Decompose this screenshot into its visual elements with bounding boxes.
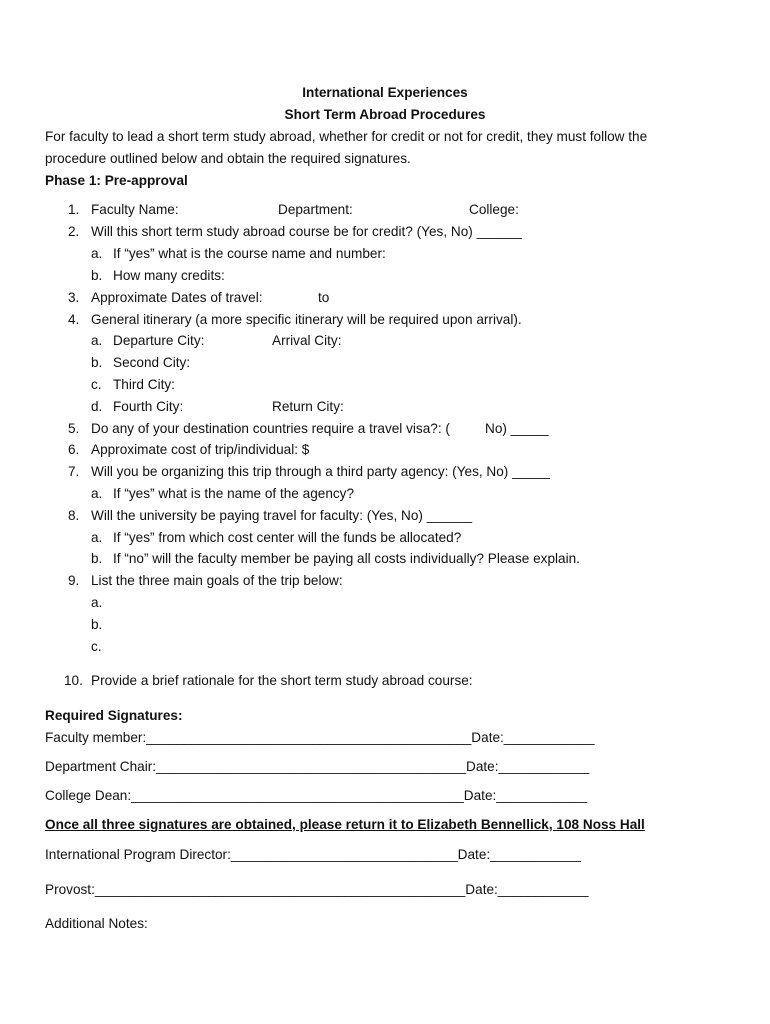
agency-name-question: If “yes” what is the name of the agency? [113, 486, 355, 501]
visa-no-option: No) _____ [485, 421, 549, 436]
sub-letter: a. [91, 333, 103, 348]
goal-c-marker: c. [91, 639, 102, 654]
credits-question: How many credits: [113, 268, 225, 283]
sub-letter: b. [91, 268, 103, 283]
additional-notes-label: Additional Notes: [45, 916, 148, 931]
item-number: 6. [68, 442, 80, 457]
course-name-question: If “yes” what is the course name and number: [113, 246, 386, 261]
sub-letter: b. [91, 551, 103, 566]
visa-question: Do any of your destination countries require a travel visa?: ( [91, 421, 450, 436]
faculty-signature-line: Faculty member:___________________________________________Date:____________ [45, 730, 595, 745]
department-label: Department: [278, 202, 353, 217]
rationale-label: Provide a brief rationale for the short term study abroad course: [91, 673, 473, 688]
cost-center-question: If “yes” from which cost center will the funds be allocated? [113, 530, 462, 545]
provost-signature-line: Provost:_________________________________________________Date:____________ [45, 882, 589, 897]
doc-subtitle: Short Term Abroad Procedures [284, 107, 486, 122]
item-number: 9. [68, 573, 80, 588]
cost-label: Approximate cost of trip/individual: $ [91, 442, 310, 457]
return-city-label: Return City: [272, 399, 344, 414]
dean-signature-line: College Dean:____________________________________________Date:____________ [45, 788, 588, 803]
sub-letter: a. [91, 246, 103, 261]
travel-payment-question: Will the university be paying travel for faculty: (Yes, No) ______ [91, 508, 473, 523]
phase1-heading: Phase 1: Pre-approval [45, 173, 188, 188]
fourth-city-label: Fourth City: [113, 399, 184, 414]
item-number: 2. [68, 224, 80, 239]
goals-label: List the three main goals of the trip below: [91, 573, 343, 588]
intro-line-1: For faculty to lead a short term study abroad, whether for credit or not for credit, they must follow the [45, 129, 648, 144]
departure-city-label: Departure City: [113, 333, 205, 348]
item-number: 3. [68, 290, 80, 305]
item-number: 5. [68, 421, 80, 436]
sub-letter: d. [91, 399, 103, 414]
item-number: 10. [64, 673, 83, 688]
second-city-label: Second City: [113, 355, 191, 370]
faculty-name-label: Faculty Name: [91, 202, 179, 217]
itinerary-label: General itinerary (a more specific itinerary will be required upon arrival). [91, 312, 522, 327]
individual-costs-question: If “no” will the faculty member be paying all costs individually? Please explain. [113, 551, 580, 566]
chair-signature-line: Department Chair:_________________________________________Date:____________ [45, 759, 590, 774]
third-city-label: Third City: [113, 377, 175, 392]
sub-letter: a. [91, 486, 103, 501]
return-notice: Once all three signatures are obtained, please return it to Elizabeth Bennellick, 108 Noss Hall [45, 817, 645, 832]
agency-question: Will you be organizing this trip through a third party agency: (Yes, No) _____ [91, 464, 550, 479]
sub-letter: b. [91, 355, 103, 370]
goal-b-marker: b. [91, 617, 103, 632]
sub-letter: c. [91, 377, 102, 392]
signatures-heading: Required Signatures: [45, 708, 183, 723]
intro-line-2: procedure outlined below and obtain the required signatures. [45, 151, 411, 166]
item-number: 1. [68, 202, 80, 217]
item-number: 7. [68, 464, 80, 479]
to-label: to [318, 290, 330, 305]
sub-letter: a. [91, 530, 103, 545]
doc-title: International Experiences [302, 85, 468, 100]
item-number: 8. [68, 508, 80, 523]
arrival-city-label: Arrival City: [272, 333, 342, 348]
college-label: College: [469, 202, 519, 217]
director-signature-line: International Program Director:______________________________Date:____________ [45, 847, 581, 862]
travel-dates-label: Approximate Dates of travel: [91, 290, 263, 305]
credit-question: Will this short term study abroad course be for credit? (Yes, No) ______ [91, 224, 522, 239]
item-number: 4. [68, 312, 80, 327]
goal-a-marker: a. [91, 595, 103, 610]
